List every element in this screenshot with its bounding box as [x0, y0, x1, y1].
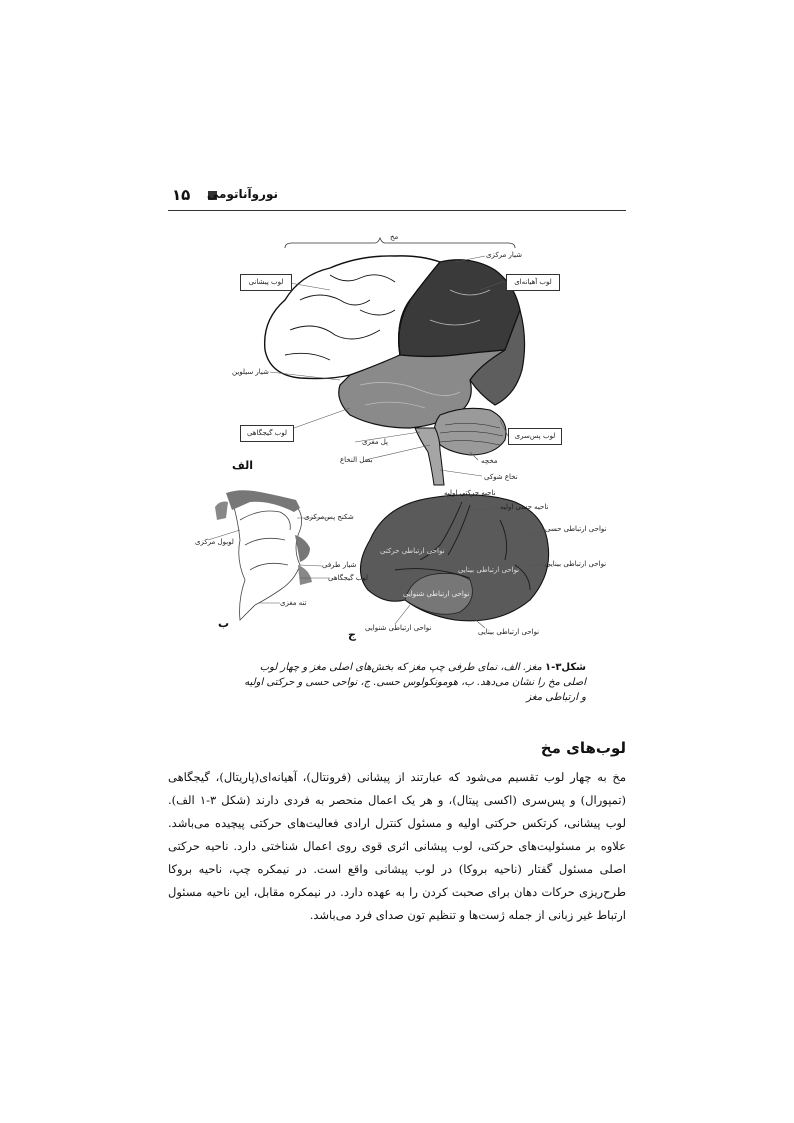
cerebellum-shape — [434, 408, 506, 455]
label-frontal-lobe: لوب پیشانی — [240, 274, 292, 291]
label-central-lobule: لوبول مرکزی — [195, 538, 234, 546]
caption-lead: شکل۳-۱ — [545, 662, 586, 673]
label-parietal-lobe: لوب آهیانه‌ای — [506, 274, 560, 291]
figure-letter-b: ب — [218, 617, 230, 630]
label-lateral-sulcus: شیار طرفی — [322, 561, 357, 569]
label-brain-stem: تنه مغزی — [280, 599, 307, 607]
label-pons: پل مغزی — [362, 438, 388, 446]
label-cerebrum: مخ — [390, 233, 399, 241]
figure-letter-a: الف — [232, 459, 254, 472]
figure-letter-c: ج — [348, 628, 356, 641]
label-medulla: بصل النخاع — [340, 456, 373, 464]
label-auditory-association: نواحی ارتباطی شنوایی — [365, 624, 432, 632]
label-visual-association-right: نواحی ارتباطی بینایی — [545, 560, 607, 568]
label-temporal-lobe: لوب گیجگاهی — [240, 425, 294, 442]
label-visual-association-bottom: نواحی ارتباطی بینایی — [478, 628, 540, 636]
label-primary-motor: ناحیه حرکتی اولیه — [444, 489, 496, 497]
caption-text: مغز. الف، نمای طرفی چپ مغز که بخش‌های اصلی مغز و چهار لوب اصلی مخ را نشان می‌دهد. ب، هومونکولوس حسی. ج، نواحی حسی و حرکتی اولیه و ارتباطی مغز — [244, 662, 586, 703]
label-sylvian-fissure: شیار سیلوین — [232, 368, 269, 376]
running-title: نوروآناتومی — [206, 187, 278, 201]
label-primary-sensory: ناحیه حسی اولیه — [500, 503, 549, 511]
page-number: ۱۵ — [172, 186, 191, 204]
label-central-sulcus: شیار مرکزی — [486, 251, 523, 259]
label-cerebellum: مخچه — [481, 457, 498, 465]
figure-caption — [238, 660, 586, 705]
label-occipital-lobe: لوب پس‌سری — [508, 428, 562, 445]
section-paragraph: مخ به چهار لوب تقسیم می‌شود که عبارتند از پیشانی (فرونتال)، آهیانه‌ای(پاریتال)، گیجگاهی (تمپورال) و پس‌سری (اکسی پیتال)، و هر یک اعمال منحصر به فردی دارند (شکل ۳-۱ الف). لوب پیشانی، کرتکس حرکتی اولیه و مسئول کنترل ارادی فعالیت‌های حرکتی پیچیده می‌باشد. علاوه بر مسئولیت‌های حرکتی، لوب پیشانی اثری قوی روی اعمال شناختی دارد. ناحیه حرکتی اصلی مسئول گفتار (ناحیه بروکا) در لوب پیشانی واقع است. در نیمکره چپ، ناحیه بروکا طرح‌ریزی حرکات دهان برای صحبت کردن را به عهده دارد. در نیمکره مقابل، این ناحیه مسئول ارتباط غیر زبانی از جمله ژست‌ها و تنظیم تون صدای فرد می‌باشد. — [168, 770, 627, 922]
label-auditory-inner: نواحی ارتباطی شنوایی — [403, 590, 470, 598]
label-sensory-association: نواحی ارتباطی حسی — [545, 525, 607, 533]
section-title: لوب‌های مخ — [540, 739, 626, 757]
label-motor-association: نواحی ارتباطی حرکتی — [380, 547, 445, 555]
label-visual-association-inner: نواحی ارتباطی بینایی — [458, 566, 520, 574]
label-postcentral-gyrus: شکنج پس‌مرکزی — [304, 513, 354, 521]
label-spinal-cord: نخاع شوکی — [484, 473, 518, 481]
label-temporal-lobe-b: لوب گیجگاهی — [328, 574, 369, 582]
